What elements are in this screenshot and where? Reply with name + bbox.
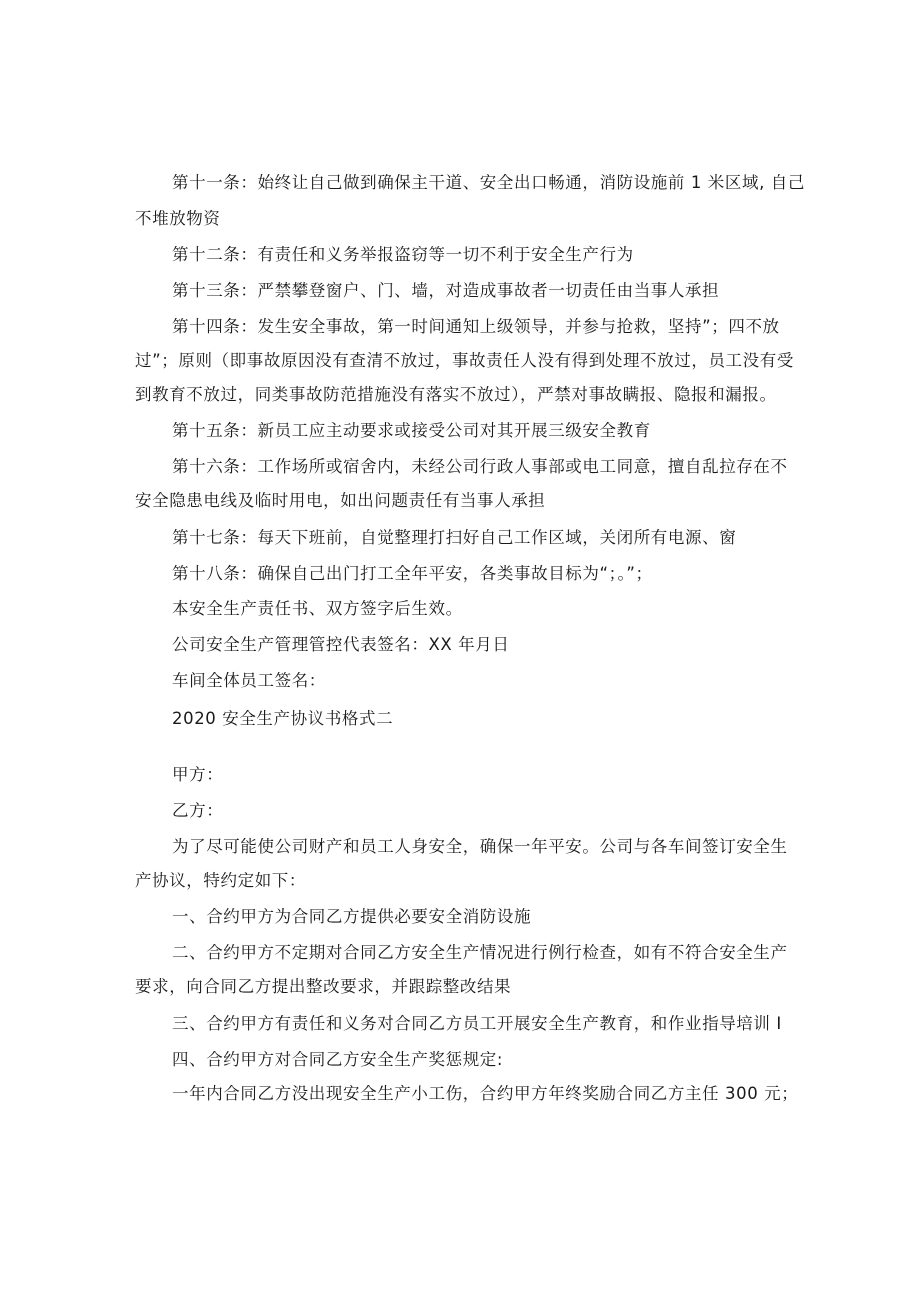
preamble-line-1: 为了尽可能使公司财产和员工人身安全，确保一年平安。公司与各车间签订安全生	[172, 837, 788, 856]
article-18: 第十八条：确保自己出门打工全年平安，各类事故目标为“；。”；	[172, 564, 653, 583]
article-11-line-2: 不堆放物资	[135, 209, 221, 228]
article-17: 第十七条：每天下班前，自觉整理打扫好自己工作区域，关闭所有电源、窗	[172, 528, 737, 547]
clause-1: 一、合约甲方为合同乙方提供必要安全消防设施	[172, 907, 532, 926]
company-representative-signature: 公司安全生产管理管控代表签名：XX 年月日	[172, 635, 510, 654]
article-14-line-3: 到教育不放过，同类事故防范措施没有落实不放过），严禁对事故瞒报、隐报和漏报。	[135, 385, 777, 404]
party-b-label: 乙方：	[172, 801, 224, 820]
workshop-staff-signature: 车间全体员工签名：	[172, 671, 326, 690]
article-16-line-1: 第十六条：工作场所或宿舍内，未经公司行政人事部或电工同意，擅自乱拉存在不	[172, 457, 788, 476]
article-13: 第十三条：严禁攀登窗户、门、墙，对造成事故者一切责任由当事人承担	[172, 281, 720, 300]
section-title: 2020 安全生产协议书格式二	[172, 709, 394, 728]
clause-3: 三、合约甲方有责任和义务对合同乙方员工开展安全生产教育，和作业指导培训 I	[172, 1014, 782, 1033]
article-14-line-1: 第十四条：发生安全事故，第一时间通知上级领导，并参与抢救，坚持”；四不放	[172, 317, 780, 336]
article-11-line-1: 第十一条：始终让自己做到确保主干道、安全出口畅通，消防设施前 1 米区域, 自己	[172, 173, 805, 192]
article-16-line-2: 安全隐患电线及临时用电，如出问题责任有当事人承担	[135, 491, 546, 510]
reward-rule: 一年内合同乙方没出现安全生产小工伤，合约甲方年终奖励合同乙方主任 300 元；	[172, 1084, 799, 1103]
clause-2-line-2: 要求，向合同乙方提出整改要求，并跟踪整改结果	[135, 977, 512, 996]
clause-4: 四、合约甲方对合同乙方安全生产奖惩规定:	[172, 1050, 504, 1069]
article-15: 第十五条：新员工应主动要求或接受公司对其开展三级安全教育	[172, 421, 651, 440]
article-14-line-2: 过”；原则（即事故原因没有查清不放过，事故责任人没有得到处理不放过，员工没有受	[135, 351, 794, 370]
party-a-label: 甲方：	[172, 765, 224, 784]
clause-2-line-1: 二、合约甲方不定期对合同乙方安全生产情况进行例行检查，如有不符合安全生产	[172, 943, 788, 962]
article-12: 第十二条：有责任和义务举报盗窃等一切不利于安全生产行为	[172, 245, 634, 264]
preamble-line-2: 产协议，特约定如下：	[135, 871, 306, 890]
effective-statement: 本安全生产责任书、双方签字后生效。	[172, 599, 463, 618]
